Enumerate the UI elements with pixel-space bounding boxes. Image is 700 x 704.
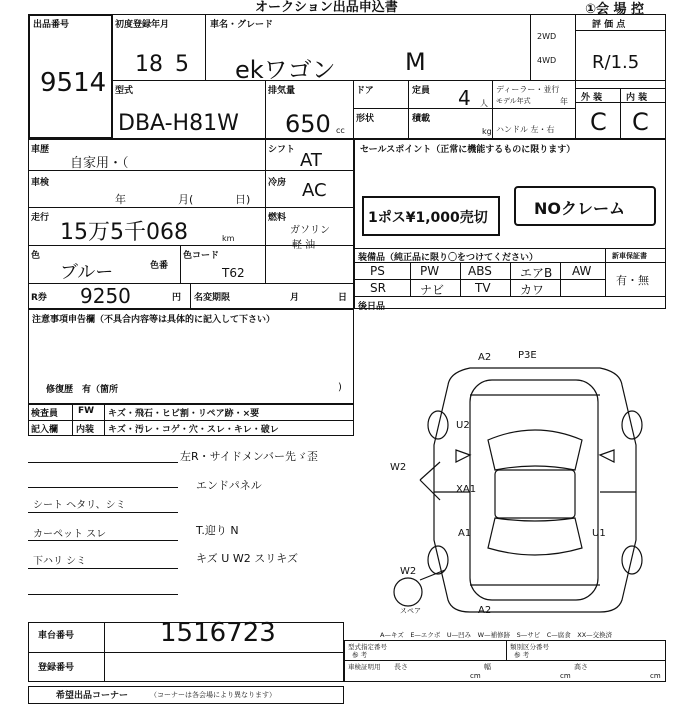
note-b: エンドパネル: [196, 479, 262, 492]
door-label: ドア: [356, 86, 374, 96]
mark-a1: A1: [458, 528, 472, 539]
mark-p3e: P3E: [518, 350, 537, 361]
equip-abs: ABS: [468, 264, 492, 278]
reg-no-label: 登録番号: [38, 663, 75, 673]
color-value: ブルー: [60, 262, 114, 283]
lot-number: 9514: [40, 68, 107, 98]
mark-u2: U2: [456, 420, 470, 431]
equip-pw: PW: [420, 264, 440, 278]
equip-airbag: エアB: [520, 266, 553, 280]
venue-label: ①会 場 控: [585, 2, 645, 17]
history-value: 自家用・（: [70, 156, 129, 171]
legend: A—キズ E—エクボ U—凹み W—補修跡 S—サビ C—腐食 XX—交換済: [380, 631, 613, 639]
note-d: カーペット スレ: [33, 529, 107, 540]
sales-badge-2-text: NOクレーム: [534, 199, 625, 218]
shape-label: 形状: [356, 114, 375, 124]
length-cm: cm: [470, 672, 481, 680]
reg-year: 18: [135, 52, 163, 77]
ext-grade: C: [590, 108, 607, 136]
equip-sr: SR: [370, 281, 386, 295]
capacity-label: 定員: [412, 86, 431, 96]
inspection-month: 月(: [178, 193, 194, 206]
name-change-day: 日: [338, 293, 348, 303]
model-year-label: モデル年式: [496, 97, 531, 105]
fuel-gasoline: ガソリン: [290, 225, 330, 236]
class-no-label: 類別区分番号: [510, 643, 549, 651]
entry-label: 記入欄: [31, 425, 59, 435]
year-unit: 年: [560, 97, 568, 106]
drive-4wd: 4WD: [537, 56, 557, 65]
model-spec-ref: 参 考: [352, 651, 368, 659]
recycle-label: R券: [31, 293, 47, 303]
sales-point-label: セールスポイント（正常に機能するものに限ります）: [360, 145, 576, 155]
lot-label: 出品番号: [33, 20, 70, 30]
mark-u1: U1: [592, 528, 606, 539]
displacement: 650: [285, 110, 331, 138]
inspection-label: 車検: [31, 178, 50, 188]
after-entry-label: 後日品: [358, 302, 386, 312]
corner-note: （コーナーは各会場により異なります）: [150, 691, 276, 699]
fw-label: FW: [78, 406, 95, 416]
width-label: 幅: [484, 663, 491, 671]
warranty-value: 有・無: [616, 274, 649, 287]
cc-unit: cc: [336, 126, 345, 135]
name-change-month: 月: [290, 293, 300, 303]
warranty-label: 新車保証書: [612, 252, 647, 260]
equip-leather: カワ: [520, 283, 545, 297]
reg-month: 5: [175, 52, 189, 77]
equipment-label: 装備品（純正品に限り〇をつけてください）: [358, 253, 539, 263]
mileage-label: 走行: [31, 213, 50, 223]
aircon-label: 冷房: [268, 178, 287, 188]
repair-history-label: 修復歴 有（箇所: [46, 385, 119, 395]
color-no-label: 色番: [150, 261, 169, 271]
aircon-value: AC: [302, 180, 327, 201]
car-name: ekワゴン: [235, 56, 336, 84]
recycle-value: 9250: [80, 284, 131, 308]
handle-label: ハンドル 左・右: [496, 125, 555, 134]
chassis-label: 車台番号: [38, 631, 75, 641]
equip-ps: PS: [370, 264, 385, 278]
note-e: 下ハリ シミ: [33, 556, 87, 567]
equip-aw: AW: [572, 264, 592, 278]
interior-label: 内 装: [626, 93, 648, 103]
displacement-label: 排気量: [268, 86, 296, 96]
km-unit: km: [222, 234, 235, 243]
color-label: 色: [31, 251, 41, 261]
mark-a2-top: A2: [478, 352, 492, 363]
yen-label: 円: [172, 293, 182, 303]
width-cm: cm: [560, 672, 571, 680]
height-cm: cm: [650, 672, 661, 680]
ext-items: キズ・飛石・ヒビ割・リペア跡・×要: [108, 409, 260, 419]
name-change-label: 名変期限: [194, 293, 231, 303]
height-label: 高さ: [574, 663, 588, 671]
score-label: 評 価 点: [592, 20, 626, 30]
note-a: 左R・サイドメンバー先ゞ歪: [180, 450, 318, 463]
mark-w2-rear: W2: [400, 566, 417, 577]
inspector-label: 検査員: [31, 409, 59, 419]
kg-unit: kg: [482, 127, 492, 136]
drive-2wd: 2WD: [537, 32, 557, 41]
shift-value: AT: [300, 150, 322, 171]
class-no-ref: 参 考: [514, 651, 530, 659]
fuel-label: 燃料: [268, 213, 287, 223]
mark-a2-bottom: A2: [478, 605, 492, 616]
length-label: 長さ: [394, 663, 408, 671]
spec-box: [344, 640, 666, 682]
cert-label: 車検証明用: [348, 663, 381, 671]
notes-label: 注意事項申告欄（不具合内容等は具体的に記入して下さい）: [32, 315, 276, 325]
note-c: シート ヘタリ、シミ: [33, 500, 126, 511]
model-code: DBA-H81W: [118, 111, 239, 136]
mileage-value: 15万5千068: [60, 220, 188, 245]
load-label: 積載: [412, 114, 431, 124]
sales-badge-1-text: 1ポス¥1,000売切: [368, 210, 488, 226]
dealer-label: ディーラー・並行: [496, 85, 560, 94]
capacity: 4: [458, 86, 471, 110]
note-g: キズ U W2 スリキズ: [196, 552, 298, 565]
header-title: オークション出品申込書: [255, 0, 398, 15]
mark-spare: スペア: [400, 607, 421, 615]
history-label: 車歴: [31, 145, 50, 155]
chassis-value: 1516723: [160, 618, 276, 648]
first-reg-label: 初度登録年月: [115, 20, 170, 30]
fuel-diesel: 軽 油: [292, 240, 316, 251]
note-f: T.迎り N: [196, 524, 239, 537]
int-grade: C: [632, 108, 649, 136]
shift-label: シフト: [268, 145, 296, 155]
color-code-value: T62: [222, 266, 245, 280]
corner-label: 希望出品コーナー: [56, 691, 129, 701]
score-value: R/1.5: [592, 52, 640, 73]
color-code-label: 色コード: [183, 251, 220, 261]
car-grade-label: 車名・グレード: [210, 20, 274, 30]
mark-w2-left: W2: [390, 462, 407, 473]
int-items: キズ・汚レ・コゲ・穴・スレ・キレ・破レ: [108, 425, 279, 435]
mark-xa1: XA1: [456, 484, 477, 495]
model-code-label: 型式: [115, 86, 134, 96]
equip-navi: ナビ: [420, 283, 445, 297]
equip-tv: TV: [475, 281, 491, 295]
model-spec-label: 型式指定番号: [348, 643, 387, 651]
capacity-unit: 人: [480, 99, 488, 108]
int-label: 内装: [76, 425, 95, 435]
inspection-day: 日): [235, 193, 251, 206]
grade: M: [405, 48, 426, 76]
exterior-label: 外 装: [581, 93, 603, 103]
inspection-year: 年: [115, 193, 126, 206]
